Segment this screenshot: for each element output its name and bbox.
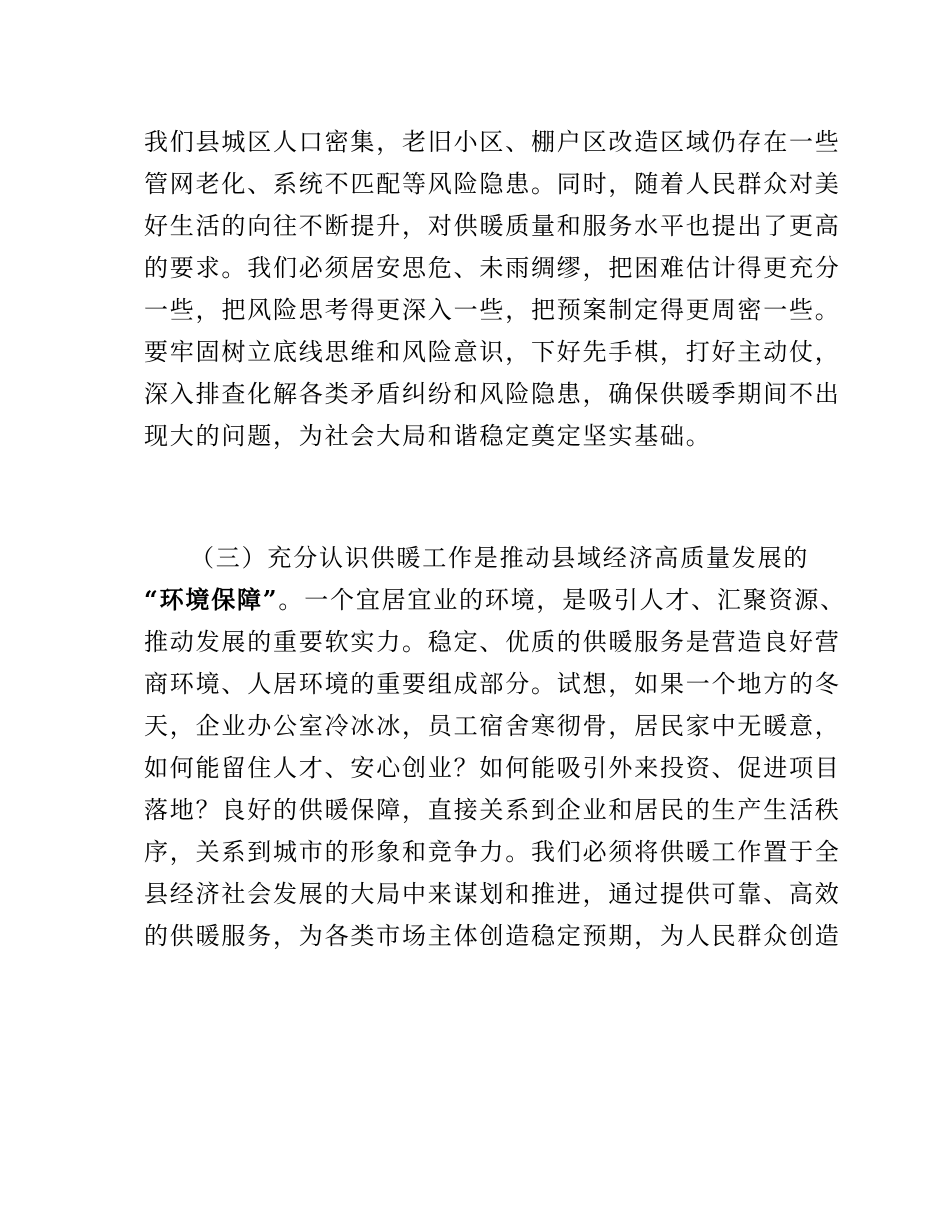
- paragraph2-line-3: 推动发展的重要软实力。稳定、优质的供暖服务是营造良好营: [144, 628, 841, 656]
- paragraph1-line-7: 深入排查化解各类矛盾纠纷和风险隐患，确保供暖季期间不出: [144, 380, 841, 408]
- heading-bold-phrase: “环境保障”: [144, 585, 279, 614]
- paragraph1-line-8: 现大的问题，为社会大局和谐稳定奠定坚实基础。: [144, 422, 712, 450]
- paragraph1-line-4: 的要求。我们必须居安思危、未雨绸缪，把困难估计得更充分: [144, 254, 841, 282]
- paragraph1-line-5: 一些，把风险思考得更深入一些，把预案制定得更周密一些。: [144, 296, 841, 324]
- paragraph2-line-2: [144, 580, 846, 620]
- paragraph2-line-2-rest: 。一个宜居宜业的环境，是吸引人才、汇聚资源、: [278, 586, 847, 614]
- paragraph2-heading-line: （三）充分认识供暖工作是推动县域经济高质量发展的: [190, 544, 810, 572]
- paragraph2-line-8: 序，关系到城市的形象和竞争力。我们必须将供暖工作置于全: [144, 838, 841, 866]
- paragraph2-line-6: 如何能留住人才、安心创业？如何能吸引外来投资、促进项目: [144, 754, 841, 782]
- paragraph2-line-9: 县经济社会发展的大局中来谋划和推进，通过提供可靠、高效: [144, 880, 841, 908]
- paragraph2-line-7: 落地？良好的供暖保障，直接关系到企业和居民的生产生活秩: [144, 796, 841, 824]
- paragraph1-line-1: 我们县城区人口密集，老旧小区、棚户区改造区域仍存在一些: [144, 128, 841, 156]
- paragraph1-line-6: 要牢固树立底线思维和风险意识，下好先手棋，打好主动仗，: [144, 338, 841, 366]
- paragraph2-line-5: 天，企业办公室冷冰冰，员工宿舍寒彻骨，居民家中无暖意，: [144, 712, 841, 740]
- paragraph1-line-3: 好生活的向往不断提升，对供暖质量和服务水平也提出了更高: [144, 212, 841, 240]
- paragraph2-line-4: 商环境、人居环境的重要组成部分。试想，如果一个地方的冬: [144, 670, 841, 698]
- paragraph1-line-2: 管网老化、系统不匹配等风险隐患。同时，随着人民群众对美: [144, 170, 841, 198]
- paragraph2-line-10: 的供暖服务，为各类市场主体创造稳定预期，为人民群众创造: [144, 922, 841, 950]
